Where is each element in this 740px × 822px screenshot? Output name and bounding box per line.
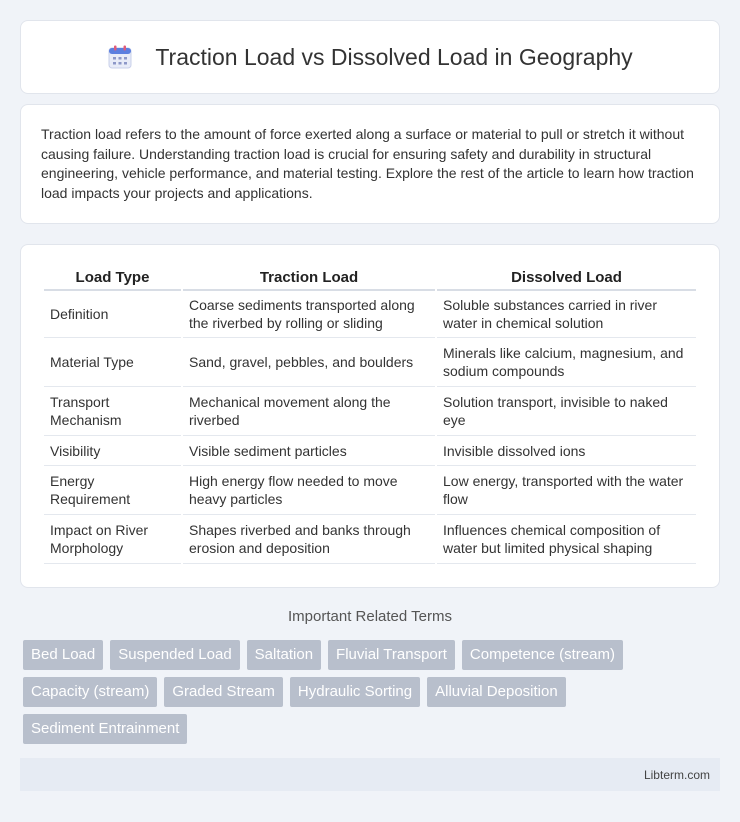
- table-cell: Soluble substances carried in river water in chemical solution: [437, 291, 696, 338]
- tag-graded-stream[interactable]: Graded Stream: [164, 677, 283, 707]
- table-cell: Impact on River Morphology: [44, 515, 181, 564]
- column-header: Load Type: [44, 265, 181, 291]
- table-cell: Energy Requirement: [44, 466, 181, 515]
- table-cell: Minerals like calcium, magnesium, and sodium compounds: [437, 338, 696, 387]
- tag-alluvial-deposition[interactable]: Alluvial Deposition: [427, 677, 566, 707]
- comparison-table: [42, 265, 698, 564]
- table-row: [44, 291, 696, 338]
- related-terms-title: Important Related Terms: [288, 608, 452, 625]
- tag-suspended-load[interactable]: Suspended Load: [110, 640, 239, 670]
- column-header: Traction Load: [183, 265, 435, 291]
- table-cell: Low energy, transported with the water flow: [437, 466, 696, 515]
- tag-capacity-stream[interactable]: Capacity (stream): [23, 677, 157, 707]
- column-header: Dissolved Load: [437, 265, 696, 291]
- table-row: [44, 436, 696, 466]
- footer: [20, 758, 720, 791]
- table-row: [44, 515, 696, 564]
- table-cell: High energy flow needed to move heavy particles: [183, 466, 435, 515]
- footer-site-link[interactable]: Libterm.com: [643, 768, 710, 782]
- table-cell: Influences chemical composition of water but limited physical shaping: [437, 515, 696, 564]
- table-cell: Material Type: [44, 338, 181, 387]
- table-cell: Sand, gravel, pebbles, and boulders: [183, 338, 435, 387]
- header-card: [20, 20, 720, 94]
- table-cell: Definition: [44, 291, 181, 338]
- calendar-icon: [107, 44, 133, 70]
- tag-hydraulic-sorting[interactable]: Hydraulic Sorting: [290, 677, 420, 707]
- related-terms-list: [23, 640, 723, 744]
- table-row: [44, 466, 696, 515]
- table-cell: Invisible dissolved ions: [437, 436, 696, 466]
- table-cell: Shapes riverbed and banks through erosion and deposition: [183, 515, 435, 564]
- tag-saltation[interactable]: Saltation: [247, 640, 321, 670]
- tag-sediment-entrainment[interactable]: Sediment Entrainment: [23, 714, 187, 744]
- tag-fluvial-transport[interactable]: Fluvial Transport: [328, 640, 455, 670]
- table-header-row: [44, 265, 696, 291]
- table-cell: Visibility: [44, 436, 181, 466]
- table-row: [44, 387, 696, 436]
- intro-card: [20, 104, 720, 224]
- page-title: Traction Load vs Dissolved Load in Geography: [155, 43, 633, 70]
- table-cell: Coarse sediments transported along the riverbed by rolling or sliding: [183, 291, 435, 338]
- table-cell: Solution transport, invisible to naked eye: [437, 387, 696, 436]
- table-cell: Mechanical movement along the riverbed: [183, 387, 435, 436]
- intro-text: Traction load refers to the amount of force exerted along a surface or material to pull or stretch it without causing failure. Understanding traction load is crucial for ensuring safety and durability in structural engineering, vehicle performance, and material testing. Explore the rest of the article to learn how traction load impacts your projects and applications.: [41, 126, 694, 201]
- table-row: [44, 338, 696, 387]
- table-cell: Transport Mechanism: [44, 387, 181, 436]
- comparison-table-card: [20, 244, 720, 588]
- tag-bed-load[interactable]: Bed Load: [23, 640, 103, 670]
- table-cell: Visible sediment particles: [183, 436, 435, 466]
- tag-competence-stream[interactable]: Competence (stream): [462, 640, 623, 670]
